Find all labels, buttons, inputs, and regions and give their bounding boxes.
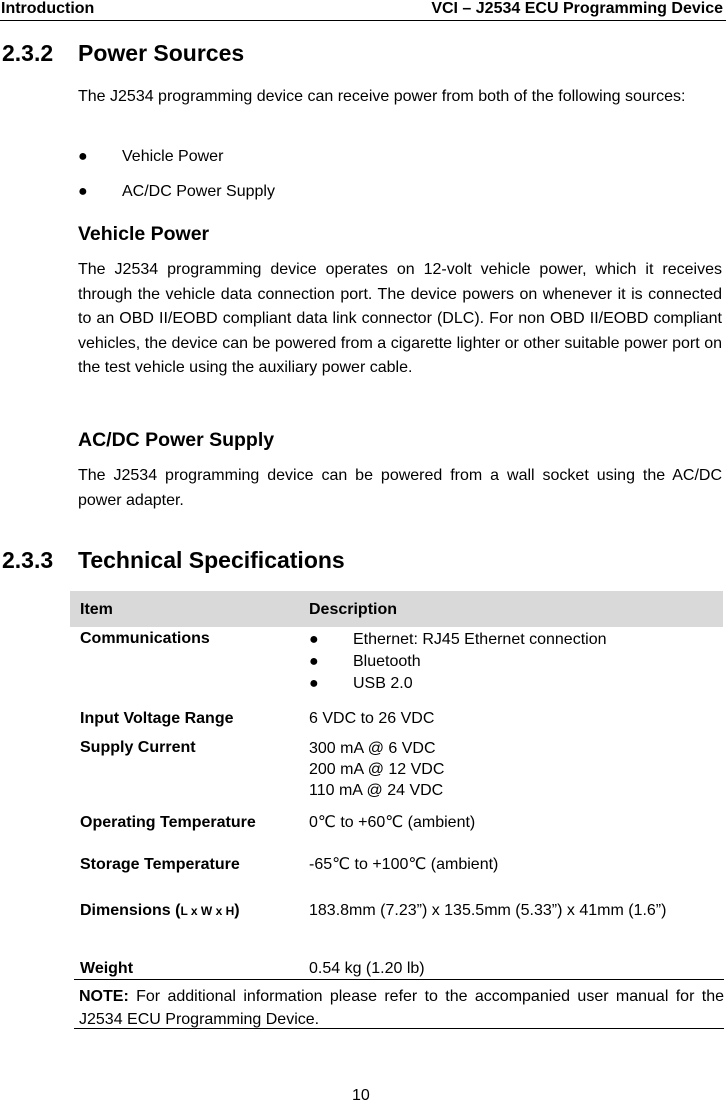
- spec-value-supply-current: 300 mA @ 6 VDC: [309, 740, 436, 757]
- spec-label-storage-temperature: Storage Temperature: [80, 856, 240, 873]
- note-text: For additional information please refer to the accompanied user manual for the J2534 ECU Programming Device.: [79, 988, 724, 1028]
- subheading-acdc-power-supply: AC/DC Power Supply: [78, 429, 275, 451]
- bullet-icon: ●: [309, 675, 319, 692]
- spec-label-communications: Communications: [80, 630, 210, 647]
- spec-value-weight: 0.54 kg (1.20 lb): [309, 960, 425, 977]
- spec-value-input-voltage: 6 VDC to 26 VDC: [309, 710, 435, 727]
- header-document-title: VCI – J2534 ECU Programming Device: [431, 0, 723, 17]
- section-title: Power Sources: [78, 40, 245, 66]
- bullet-icon: ●: [309, 631, 319, 648]
- vehicle-power-text: The J2534 programming device operates on 12-volt vehicle power, which it receives through the vehicle data connection port. The device powers on whenever it is connected to an OBD II/EOBD compliant data link connector (DLC). For non OBD II/EOBD compliant vehicles, the device can be powered from a cigarette lighter or other suitable power port on the test vehicle using the auxiliary power cable.: [78, 261, 722, 376]
- section-number: 2.3.2: [2, 40, 54, 66]
- spec-value-supply-current: 200 mA @ 12 VDC: [309, 761, 445, 778]
- table-header-description: Description: [309, 601, 398, 618]
- bullet-icon: ●: [78, 183, 88, 200]
- spec-label-input-voltage: Input Voltage Range: [80, 710, 234, 727]
- section-number: 2.3.3: [2, 547, 54, 573]
- section-heading-technical-specifications: [2, 546, 345, 574]
- table-header-item: Item: [80, 601, 113, 618]
- note-box: [74, 979, 724, 1029]
- list-item-text: Bluetooth: [353, 653, 421, 670]
- page-header: [0, 0, 726, 21]
- section-heading-power-sources: [2, 39, 244, 67]
- dimensions-label-lwh: L x W x H: [180, 904, 235, 918]
- dimensions-label-close: ): [234, 902, 240, 919]
- spec-value-supply-current: 110 mA @ 24 VDC: [309, 782, 444, 799]
- dimensions-label-text: Dimensions (: [80, 902, 181, 919]
- bullet-icon: ●: [309, 653, 319, 670]
- list-item-text: Vehicle Power: [122, 148, 224, 165]
- subheading-vehicle-power: Vehicle Power: [78, 223, 210, 245]
- section-title: Technical Specifications: [78, 547, 345, 573]
- page-number: 10: [352, 1087, 370, 1104]
- list-item-text: AC/DC Power Supply: [122, 183, 275, 200]
- bullet-icon: ●: [78, 148, 88, 165]
- list-item-text: Ethernet: RJ45 Ethernet connection: [353, 631, 607, 648]
- spec-label-weight: Weight: [80, 960, 134, 977]
- list-item-text: USB 2.0: [353, 675, 413, 692]
- spec-value-operating-temperature: 0℃ to +60℃ (ambient): [309, 814, 476, 831]
- spec-value-dimensions: 183.8mm (7.23”) x 135.5mm (5.33”) x 41mm (1.6”): [309, 902, 667, 919]
- acdc-power-text: The J2534 programming device can be powered from a wall socket using the AC/DC power adapter.: [78, 467, 722, 509]
- power-sources-intro: The J2534 programming device can receive power from both of the following sources:: [78, 88, 686, 105]
- note-label: NOTE:: [79, 988, 129, 1005]
- spec-label-dimensions: [80, 900, 240, 922]
- spec-value-storage-temperature: -65℃ to +100℃ (ambient): [309, 856, 499, 873]
- header-chapter: Introduction: [1, 0, 95, 17]
- spec-label-operating-temperature: Operating Temperature: [80, 814, 256, 831]
- spec-label-supply-current: Supply Current: [80, 739, 196, 756]
